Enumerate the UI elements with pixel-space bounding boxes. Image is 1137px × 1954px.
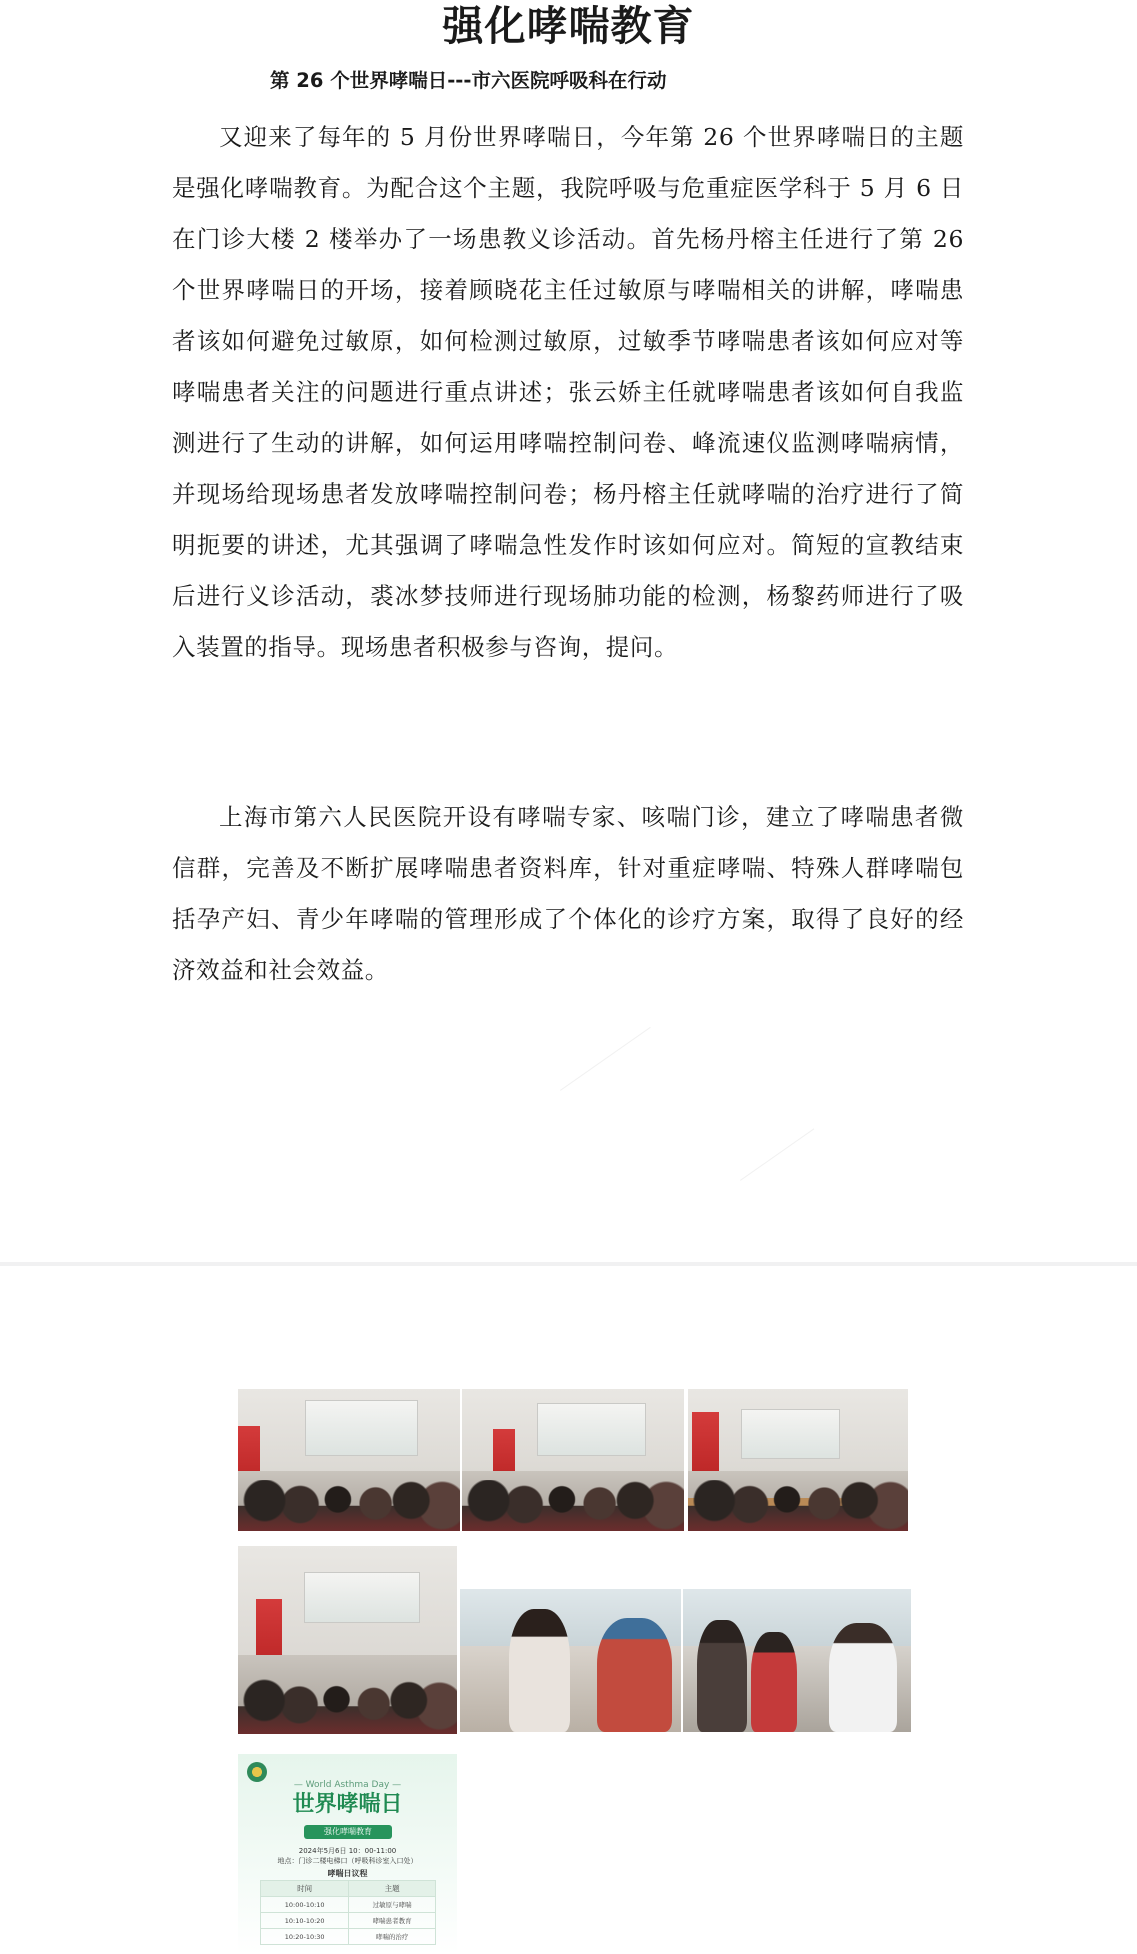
poster-agenda-table: [260, 1880, 436, 1945]
table-row: [261, 1929, 436, 1945]
poster-agenda-title: 哮喘日议程: [327, 1869, 368, 1878]
poster-date: 2024年5月6日 10：00-11:00: [298, 1847, 397, 1855]
table-cell: 10:20-10:30: [261, 1929, 349, 1945]
event-photo-5: [460, 1589, 681, 1732]
hospital-logo-icon: [247, 1762, 267, 1782]
table-cell: 10:10-10:20: [261, 1913, 349, 1929]
body-paragraph-2: 上海市第六人民医院开设有哮喘专家、咳喘门诊，建立了哮喘患者微信群，完善及不断扩展哮喘患者资料库，针对重症哮喘、特殊人群哮喘包括孕产妇、青少年哮喘的管理形成了个体化的诊疗方案，取得了良好的经济效益和社会效益。: [172, 803, 964, 984]
event-photo-4: [238, 1546, 457, 1734]
poster-english-title: — World Asthma Day —: [293, 1780, 402, 1790]
table-row: [261, 1913, 436, 1929]
page-title: 强化哮喘教育: [442, 2, 695, 50]
page-subtitle: 第 26 个世界哮喘日---市六医院呼吸科在行动: [270, 69, 667, 92]
poster-theme-badge: 强化哮喘教育: [304, 1825, 392, 1839]
table-row: [261, 1897, 436, 1913]
poster-place: 地点：门诊二楼电梯口（呼吸科诊室入口处）: [277, 1857, 418, 1865]
table-cell: 哮喘患者教育: [349, 1913, 436, 1929]
table-cell: 过敏原与哮喘: [349, 1897, 436, 1913]
poster-chinese-title: 世界哮喘日: [292, 1792, 403, 1817]
scan-artifact-line: [560, 1027, 651, 1091]
body-paragraph-1: 又迎来了每年的 5 月份世界哮喘日，今年第 26 个世界哮喘日的主题是强化哮喘教育。为配合这个主题，我院呼吸与危重症医学科于 5 月 6 日在门诊大楼 2 楼举办了一场患教义诊活动。首先杨丹榕主任进行了第 26 个世界哮喘日的开场，接着顾晓花主任过敏原与哮喘相关的讲解，哮喘患者该如何避免过敏原，如何检测过敏原，过敏季节哮喘患者该如何应对等哮喘患者关注的问题进行重点讲述；张云娇主任就哮喘患者该如何自我监测进行了生动的讲解，如何运用哮喘控制问卷、峰流速仪监测哮喘病情，并现场给现场患者发放哮喘控制问卷；杨丹榕主任就哮喘的治疗进行了简明扼要的讲述，尤其强调了哮喘急性发作时该如何应对。简短的宣教结束后进行义诊活动，裘冰梦技师进行现场肺功能的检测，杨黎药师进行了吸入装置的指导。现场患者积极参与咨询，提问。: [172, 123, 964, 661]
event-photo-6: [683, 1589, 911, 1732]
event-photo-1: [238, 1389, 460, 1531]
event-photo-3: [688, 1389, 908, 1531]
table-header-topic: 主题: [349, 1881, 436, 1897]
world-asthma-day-poster: [238, 1754, 457, 1954]
poster-event-info: [238, 1846, 457, 1866]
table-cell: 哮喘的治疗: [349, 1929, 436, 1945]
event-photo-2: [462, 1389, 684, 1531]
table-header-time: 时间: [261, 1881, 349, 1897]
table-cell: 10:00-10:10: [261, 1897, 349, 1913]
scan-artifact-line: [740, 1128, 814, 1180]
table-header-row: [261, 1881, 436, 1897]
